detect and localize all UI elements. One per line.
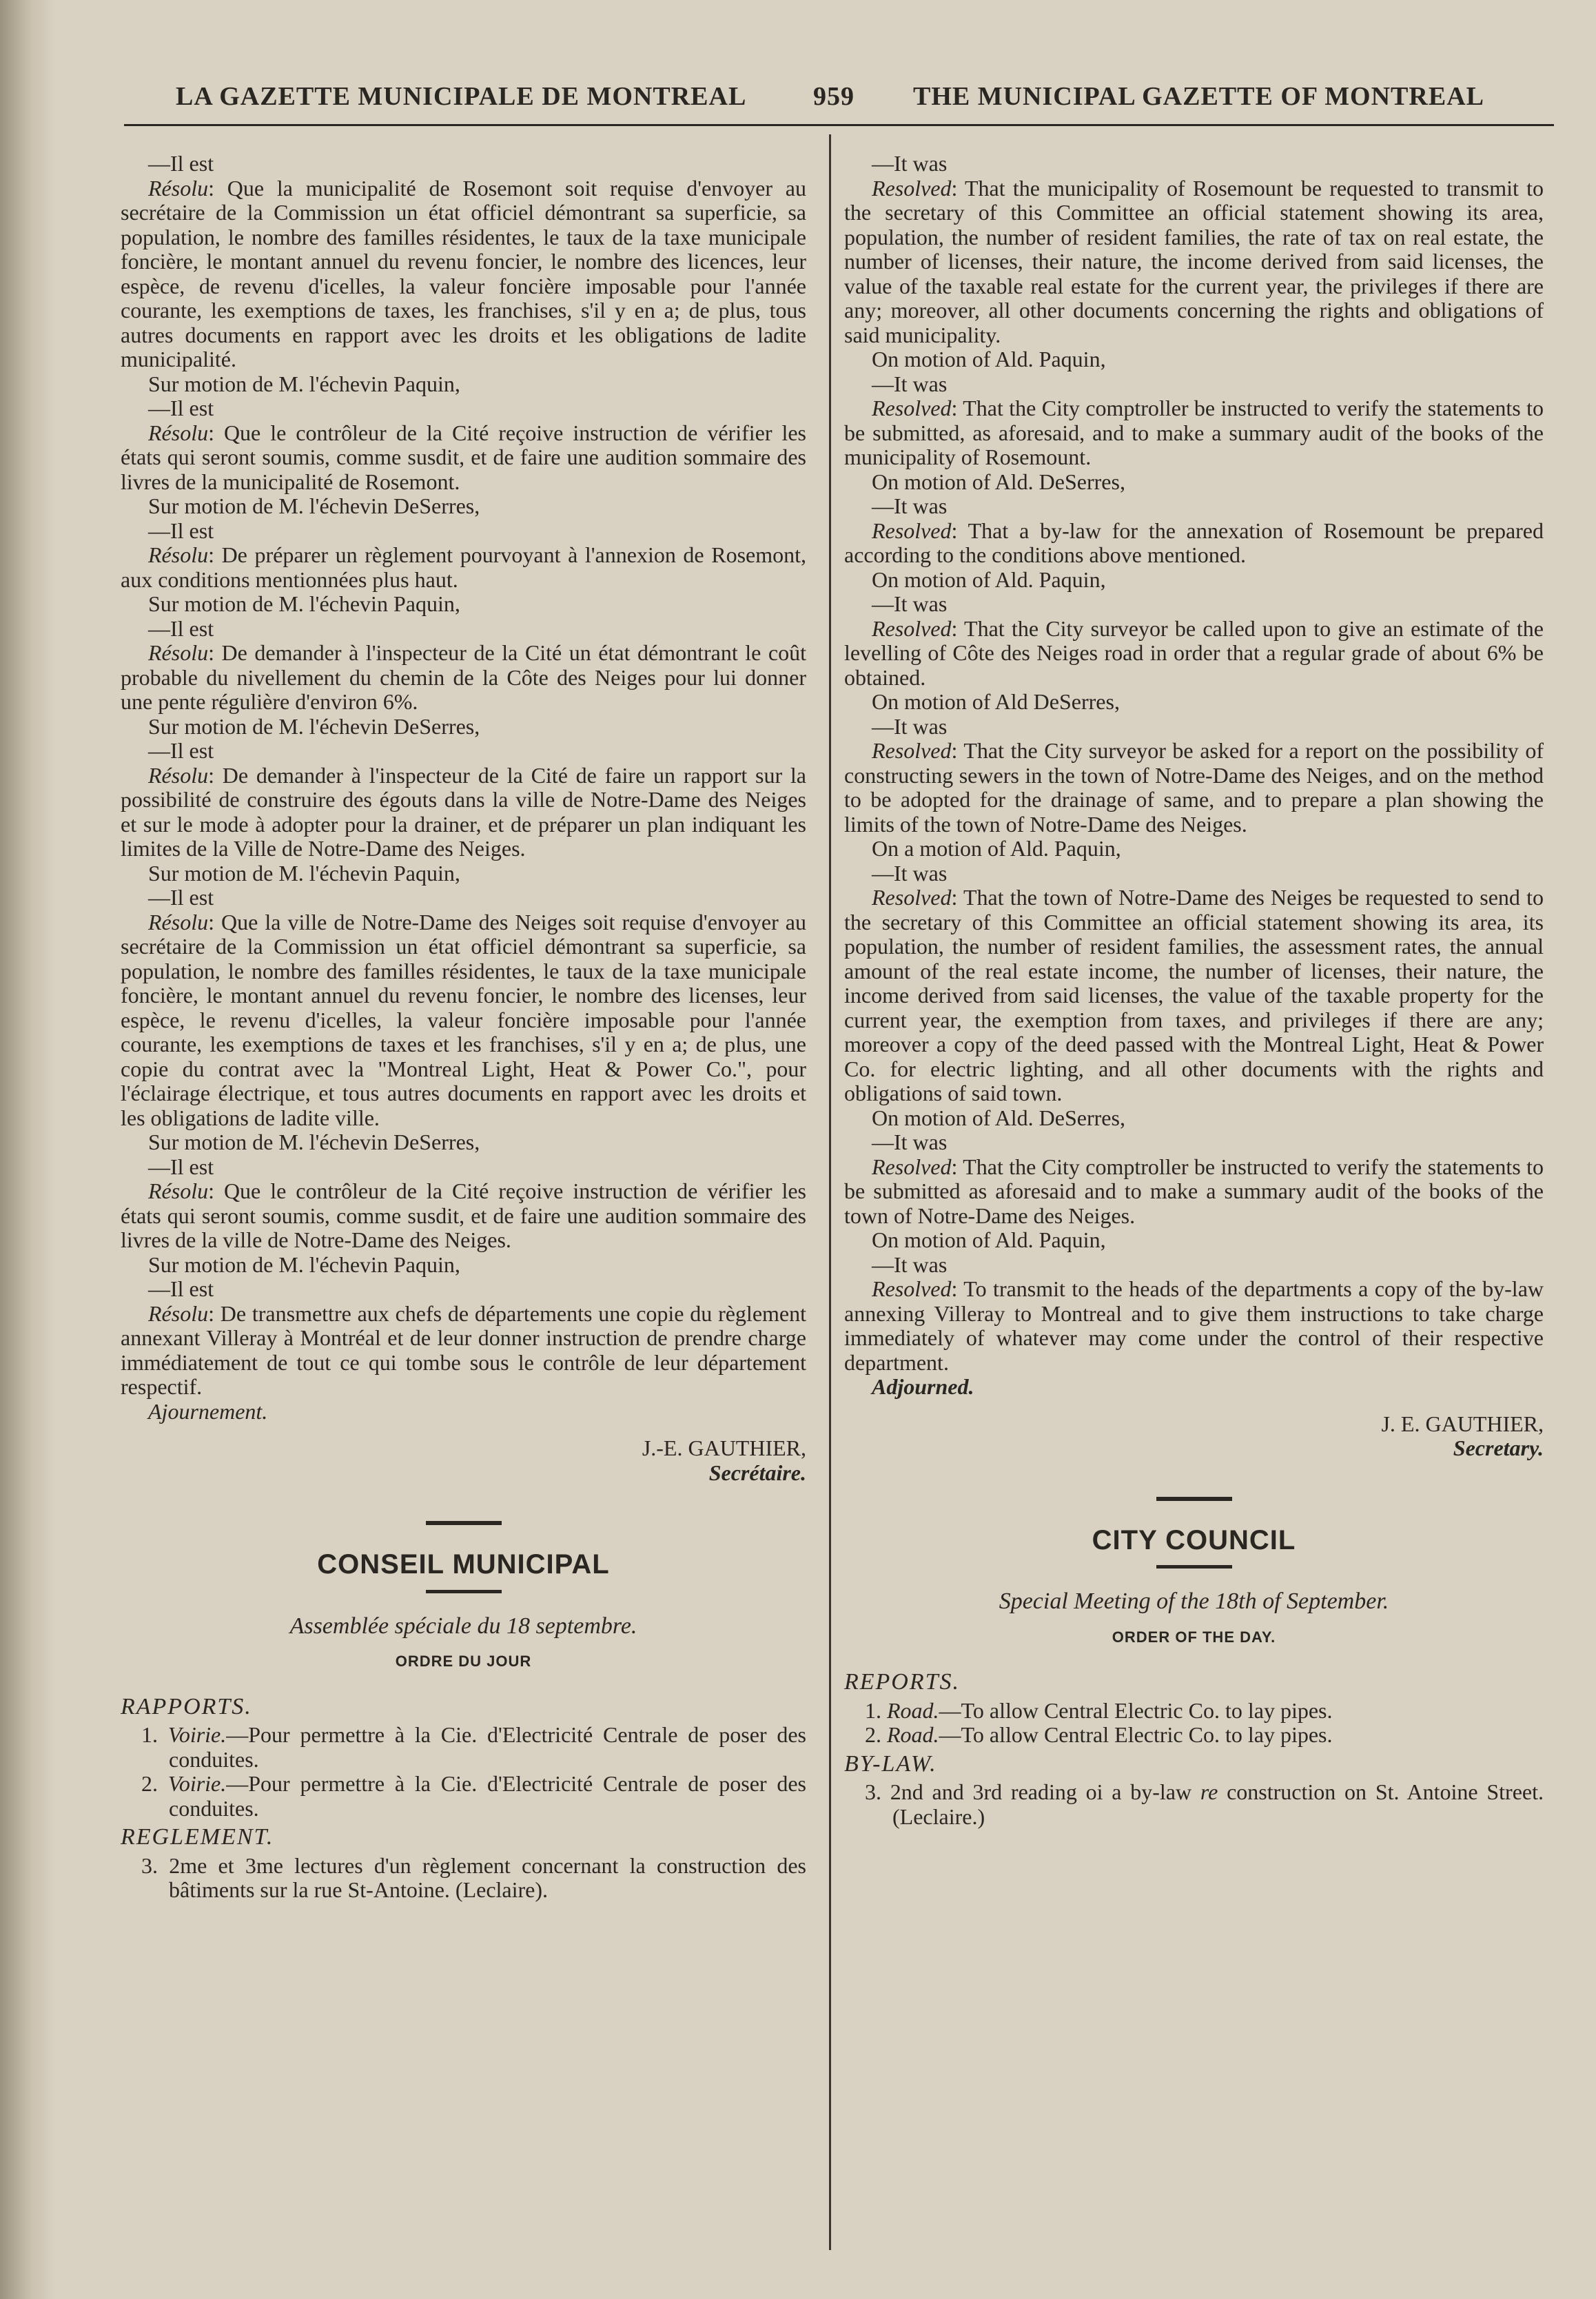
french-bylaw-text: 2me et 3me lectures d'un règlement concernant la construction des bâtiments sur la rue St-Antoine. (Leclaire). bbox=[169, 1852, 807, 1902]
fr-paragraph bbox=[121, 1155, 806, 1180]
fr-paragraph-text: Sur motion de M. l'échevin DeSerres, bbox=[148, 1130, 480, 1154]
header-left-title: LA GAZETTE MUNICIPALE DE MONTREAL bbox=[176, 82, 747, 111]
english-bylaw-text-pre: 2nd and 3rd reading oi a by-law bbox=[890, 1779, 1200, 1804]
en-paragraph-text: : That the town of Notre-Dame des Neiges be requested to send to the secretary of this Committee an official statement showing its area, its population, the number of resident families, the assessment rates, the annual amount of the real estate income, the number of licenses, their nature, the income derived from said licenses, the value of the taxable property for the current year, the exemption from taxes, and privileges if there are any; moreover a copy of the deed passed with the Montreal Light, Heat & Power Co. for electric lighting, and all other documents with the rights and obligations of said town. bbox=[844, 885, 1544, 1105]
en-resolved-label: Resolved bbox=[872, 1154, 952, 1179]
en-paragraph bbox=[844, 176, 1544, 348]
en-paragraph bbox=[844, 568, 1544, 593]
fr-paragraph-text: Sur motion de M. l'échevin Paquin, bbox=[148, 371, 460, 396]
fr-paragraph bbox=[121, 543, 806, 592]
fr-paragraph-text: : Que le contrôleur de la Cité reçoive instruction de vérifier les états qui seront soumis, comme susdit, et de faire une audition sommaire des livres de la municipalité de Rosemont. bbox=[121, 420, 806, 494]
en-paragraph-text: : To transmit to the heads of the departments a copy of the by-law annexing Villeray to Montreal and to give them instructions to take charge immediately of whatever may come under the control of their respective department. bbox=[844, 1276, 1544, 1375]
en-report-item bbox=[844, 1723, 1544, 1748]
fr-paragraph-text: : De demander à l'inspecteur de la Cité un état démontrant le coût probable du nivellement du chemin de la Côte des Neiges pour lui donner une pente régulière d'environ 6%. bbox=[121, 640, 806, 714]
en-resolved-label: Resolved bbox=[872, 518, 952, 543]
en-paragraph bbox=[844, 470, 1544, 495]
english-signature-name: J. E. GAUTHIER, bbox=[1381, 1411, 1544, 1436]
fr-paragraph bbox=[121, 592, 806, 617]
en-paragraph bbox=[844, 617, 1544, 691]
en-paragraph bbox=[844, 886, 1544, 1106]
en-paragraph-text: —It was bbox=[872, 860, 948, 886]
fr-paragraph-text: —Il est bbox=[148, 1154, 214, 1179]
fr-paragraph bbox=[121, 1253, 806, 1278]
fr-paragraph bbox=[121, 176, 806, 372]
en-resolved-label: Resolved bbox=[872, 1276, 952, 1301]
french-proceedings bbox=[121, 152, 806, 1400]
french-signature-title: Secrétaire. bbox=[708, 1460, 806, 1485]
english-adjourn: Adjourned. bbox=[872, 1374, 974, 1399]
en-report-item-label: Road. bbox=[887, 1697, 939, 1723]
fr-report-item-num: 2. bbox=[141, 1771, 158, 1796]
en-paragraph bbox=[844, 519, 1544, 568]
fr-paragraph-text: : De transmettre aux chefs de départements une copie du règlement annexant Villeray à Montréal et de leur donner instruction de prendre charge immédiatement de tout ce qui tombe sous le contrôle de leur département respectif. bbox=[121, 1300, 806, 1399]
english-section-title: CITY COUNCIL bbox=[1092, 1524, 1296, 1555]
column-divider bbox=[829, 134, 831, 2250]
en-paragraph-text: : That a by-law for the annexation of Rosemount be prepared according to the conditions above mentioned. bbox=[844, 518, 1544, 567]
fr-paragraph-text: —Il est bbox=[148, 518, 214, 543]
fr-paragraph-text: Sur motion de M. l'échevin Paquin, bbox=[148, 860, 460, 886]
fr-paragraph-text: —Il est bbox=[148, 615, 214, 641]
fr-paragraph bbox=[121, 764, 806, 861]
english-bylaw-text-post: construction on St. Antoine Street. (Leclaire.) bbox=[892, 1779, 1544, 1829]
en-paragraph bbox=[844, 372, 1544, 397]
english-bylaw-num: 3. bbox=[865, 1779, 881, 1804]
en-paragraph-text: —It was bbox=[872, 1251, 948, 1277]
en-paragraph-text: On motion of Ald. Paquin, bbox=[872, 566, 1106, 592]
fr-paragraph-text: : Que le contrôleur de la Cité reçoive instruction de vérifier les états qui seront soumis, comme susdit, et de faire une audition sommaire des livres de la ville de Notre-Dame des Neiges. bbox=[121, 1178, 806, 1252]
english-signature bbox=[844, 1412, 1544, 1461]
fr-paragraph bbox=[121, 1179, 806, 1253]
fr-paragraph-text: : Que la ville de Notre-Dame des Neiges soit requise d'envoyer au secrétaire de la Commission un état officiel démontrant sa superficie, sa population, le nombre des familles résidentes, le taux de la taxe municipale foncière, le montant annuel du revenu foncier, le nombre des licenses, leur espèce, le revenu d'icelles, la valeur foncière imposable pour l'année courante, les exemptions de taxes et les franchises, s'il y en a; de plus, une copie du contrat avec la "Montreal Light, Heat & Power Co.", pour l'éclairage électrique, et tous autres documents en rapport avec les droits et les obligations de ladite ville. bbox=[121, 909, 806, 1130]
en-paragraph bbox=[844, 592, 1544, 617]
fr-report-item-text: —Pour permettre à la Cie. d'Electricité Centrale de poser des conduites. bbox=[169, 1722, 807, 1772]
fr-paragraph-text: : De préparer un règlement pourvoyant à l'annexion de Rosemont, aux conditions mentionnées plus haut. bbox=[121, 542, 806, 592]
en-report-item-num: 1. bbox=[865, 1697, 881, 1723]
french-column bbox=[121, 152, 806, 1903]
en-paragraph-text: —It was bbox=[872, 371, 948, 396]
fr-report-item-num: 1. bbox=[141, 1722, 158, 1747]
en-paragraph-text: : That the City comptroller be instructed to verify the statements to be submitted, as aforesaid, and to make a summary audit of the books of the municipality of Rosemount. bbox=[844, 396, 1544, 469]
fr-paragraph-text: —Il est bbox=[148, 1276, 214, 1301]
fr-paragraph-text: —Il est bbox=[148, 738, 214, 763]
fr-report-item-label: Voirie. bbox=[167, 1771, 227, 1796]
en-paragraph-text: —It was bbox=[872, 591, 948, 616]
header-right-title: THE MUNICIPAL GAZETTE OF MONTREAL bbox=[913, 82, 1484, 111]
fr-paragraph-text: Sur motion de M. l'échevin DeSerres, bbox=[148, 713, 480, 739]
fr-paragraph-text: —Il est bbox=[148, 151, 214, 176]
fr-paragraph bbox=[121, 886, 806, 910]
french-bylaw-item bbox=[121, 1854, 806, 1903]
french-report-items bbox=[121, 1723, 806, 1821]
en-paragraph bbox=[844, 690, 1544, 715]
en-paragraph-text: —It was bbox=[872, 151, 948, 176]
fr-resolved-label: Résolu bbox=[148, 542, 209, 567]
en-paragraph bbox=[844, 494, 1544, 519]
fr-resolved-label: Résolu bbox=[148, 1178, 209, 1203]
en-paragraph-text: On a motion of Ald. Paquin, bbox=[872, 836, 1121, 861]
english-meeting-subtitle: Special Meeting of the 18th of September. bbox=[999, 1588, 1389, 1614]
english-signature-title: Secretary. bbox=[1453, 1435, 1544, 1460]
fr-paragraph bbox=[121, 1302, 806, 1400]
french-bylaw-heading: REGLEMENT. bbox=[121, 1824, 274, 1850]
fr-paragraph-text: Sur motion de M. l'échevin DeSerres, bbox=[148, 493, 480, 518]
en-paragraph-text: On motion of Ald. Paquin, bbox=[872, 1227, 1106, 1252]
fr-paragraph bbox=[121, 641, 806, 715]
en-report-item-label: Road. bbox=[887, 1722, 939, 1747]
french-reports-heading: RAPPORTS. bbox=[121, 1693, 252, 1719]
english-proceedings bbox=[844, 152, 1544, 1375]
fr-paragraph bbox=[121, 1130, 806, 1155]
en-paragraph-text: —It was bbox=[872, 713, 948, 739]
en-paragraph-text: : That the City surveyor be asked for a report on the possibility of constructing sewers in the town of Notre-Dame des Neiges, and on the method to be adopted for the drainage of same, and to prepare a plan showing the limits of the town of Notre-Dame des Neiges. bbox=[844, 738, 1544, 837]
french-signature bbox=[121, 1436, 806, 1485]
en-report-item-num: 2. bbox=[865, 1722, 881, 1747]
en-paragraph-text: : That the City surveyor be called upon to give an estimate of the levelling of Côte des Neiges road in order that a regular grade of about 6% be obtained. bbox=[844, 615, 1544, 690]
fr-paragraph bbox=[121, 519, 806, 544]
en-resolved-label: Resolved bbox=[872, 175, 952, 201]
book-spine-shadow bbox=[0, 0, 55, 2299]
en-paragraph-text: : That the City comptroller be instructed to verify the statements to be submitted as aforesaid and to make a summary audit of the books of the town of Notre-Dame des Neiges. bbox=[844, 1154, 1544, 1228]
fr-report-item bbox=[121, 1772, 806, 1821]
fr-resolved-label: Résolu bbox=[148, 1300, 209, 1326]
fr-paragraph bbox=[121, 739, 806, 764]
fr-resolved-label: Résolu bbox=[148, 640, 209, 665]
fr-resolved-label: Résolu bbox=[148, 909, 209, 934]
fr-paragraph-text: —Il est bbox=[148, 885, 214, 910]
english-report-items bbox=[844, 1699, 1544, 1748]
fr-resolved-label: Résolu bbox=[148, 175, 209, 201]
en-paragraph bbox=[844, 1155, 1544, 1229]
fr-resolved-label: Résolu bbox=[148, 420, 209, 445]
fr-paragraph-text: Sur motion de M. l'échevin Paquin, bbox=[148, 591, 460, 616]
fr-paragraph bbox=[121, 372, 806, 397]
en-paragraph-text: On motion of Ald DeSerres, bbox=[872, 689, 1120, 714]
fr-paragraph bbox=[121, 1277, 806, 1302]
french-adjourn: Ajournement. bbox=[148, 1398, 268, 1424]
fr-paragraph-text: —Il est bbox=[148, 396, 214, 420]
en-paragraph bbox=[844, 715, 1544, 739]
en-paragraph bbox=[844, 1228, 1544, 1253]
en-paragraph bbox=[844, 1277, 1544, 1375]
en-paragraph bbox=[844, 396, 1544, 470]
en-resolved-label: Resolved bbox=[872, 615, 952, 641]
fr-paragraph bbox=[121, 421, 806, 495]
english-order-heading: ORDER OF THE DAY. bbox=[1112, 1628, 1276, 1646]
en-paragraph bbox=[844, 837, 1544, 861]
french-section-title: CONSEIL MUNICIPAL bbox=[317, 1549, 610, 1580]
fr-paragraph-text: : Que la municipalité de Rosemont soit requise d'envoyer au secrétaire de la Commission un état officiel démontrant sa superficie, sa population, le nombre des familles résidentes, le taux de la taxe municipale foncière, le montant annuel du revenu foncier, le nombre des licences, leur espèce, de revenu d'icelles, la valeur foncière imposable pour l'année courante, les exemptions de taxes, les franchises, s'il y en a; de plus, tous autres documents en rapport avec les droits et les obligations de ladite municipalité. bbox=[121, 175, 806, 371]
en-paragraph bbox=[844, 739, 1544, 837]
en-report-item bbox=[844, 1699, 1544, 1724]
en-paragraph-text: On motion of Ald. DeSerres, bbox=[872, 1105, 1125, 1130]
fr-paragraph bbox=[121, 617, 806, 642]
english-bylaw-heading: BY-LAW. bbox=[844, 1750, 937, 1777]
french-signature-name: J.-E. GAUTHIER, bbox=[642, 1435, 806, 1460]
fr-report-item-label: Voirie. bbox=[167, 1722, 227, 1747]
french-meeting-subtitle: Assemblée spéciale du 18 septembre. bbox=[289, 1613, 637, 1639]
fr-paragraph bbox=[121, 715, 806, 739]
english-bylaw-re: re bbox=[1200, 1779, 1218, 1804]
fr-report-item-text: —Pour permettre à la Cie. d'Electricité Centrale de poser des conduites. bbox=[169, 1771, 807, 1821]
en-report-item-text: —To allow Central Electric Co. to lay pipes. bbox=[939, 1697, 1333, 1723]
fr-paragraph bbox=[121, 494, 806, 519]
french-bylaw-num: 3. bbox=[141, 1852, 158, 1878]
fr-paragraph bbox=[121, 861, 806, 886]
en-paragraph bbox=[844, 347, 1544, 372]
en-paragraph bbox=[844, 1130, 1544, 1155]
en-paragraph-text: : That the municipality of Rosemount be requested to transmit to the secretary of this Committee an official statement showing its area, population, the number of resident families, the rate of tax on real estate, the number of licenses, their nature, the income derived from said licenses, the value of the taxable real estate for the current year, the privileges if there are any; moreover, all other documents concerning the rights and obligations of said municipality. bbox=[844, 175, 1544, 347]
en-resolved-label: Resolved bbox=[872, 885, 952, 910]
french-section-separator bbox=[426, 1521, 502, 1525]
en-paragraph bbox=[844, 1253, 1544, 1278]
english-reports-heading: REPORTS. bbox=[844, 1669, 961, 1695]
en-paragraph-text: —It was bbox=[872, 1130, 948, 1154]
en-paragraph-text: On motion of Ald. DeSerres, bbox=[872, 469, 1125, 494]
fr-paragraph bbox=[121, 396, 806, 421]
fr-paragraph-text: : De demander à l'inspecteur de la Cité de faire un rapport sur la possibilité de construire des égouts dans la ville de Notre-Dame des Neiges et sur le mode à adopter pour la drainer, et de préparer un plan indiquant les limites de la Ville de Notre-Dame des Neiges. bbox=[121, 762, 806, 861]
english-bylaw-item bbox=[844, 1780, 1544, 1829]
en-paragraph bbox=[844, 861, 1544, 886]
english-title-rule bbox=[1156, 1565, 1232, 1569]
english-section-separator bbox=[1156, 1497, 1232, 1501]
en-resolved-label: Resolved bbox=[872, 738, 952, 763]
french-title-rule bbox=[426, 1590, 502, 1593]
fr-paragraph-text: Sur motion de M. l'échevin Paquin, bbox=[148, 1251, 460, 1277]
page-number: 959 bbox=[813, 82, 855, 111]
en-report-item-text: —To allow Central Electric Co. to lay pipes. bbox=[939, 1722, 1333, 1747]
en-paragraph bbox=[844, 1106, 1544, 1131]
en-resolved-label: Resolved bbox=[872, 396, 952, 420]
header-rule bbox=[124, 124, 1554, 126]
en-paragraph-text: —It was bbox=[872, 493, 948, 518]
en-paragraph bbox=[844, 152, 1544, 176]
french-order-heading: ORDRE DU JOUR bbox=[395, 1653, 532, 1670]
fr-resolved-label: Résolu bbox=[148, 762, 209, 788]
fr-paragraph bbox=[121, 910, 806, 1131]
en-paragraph-text: On motion of Ald. Paquin, bbox=[872, 347, 1106, 371]
english-column bbox=[844, 152, 1544, 1829]
fr-report-item bbox=[121, 1723, 806, 1772]
fr-paragraph bbox=[121, 152, 806, 176]
